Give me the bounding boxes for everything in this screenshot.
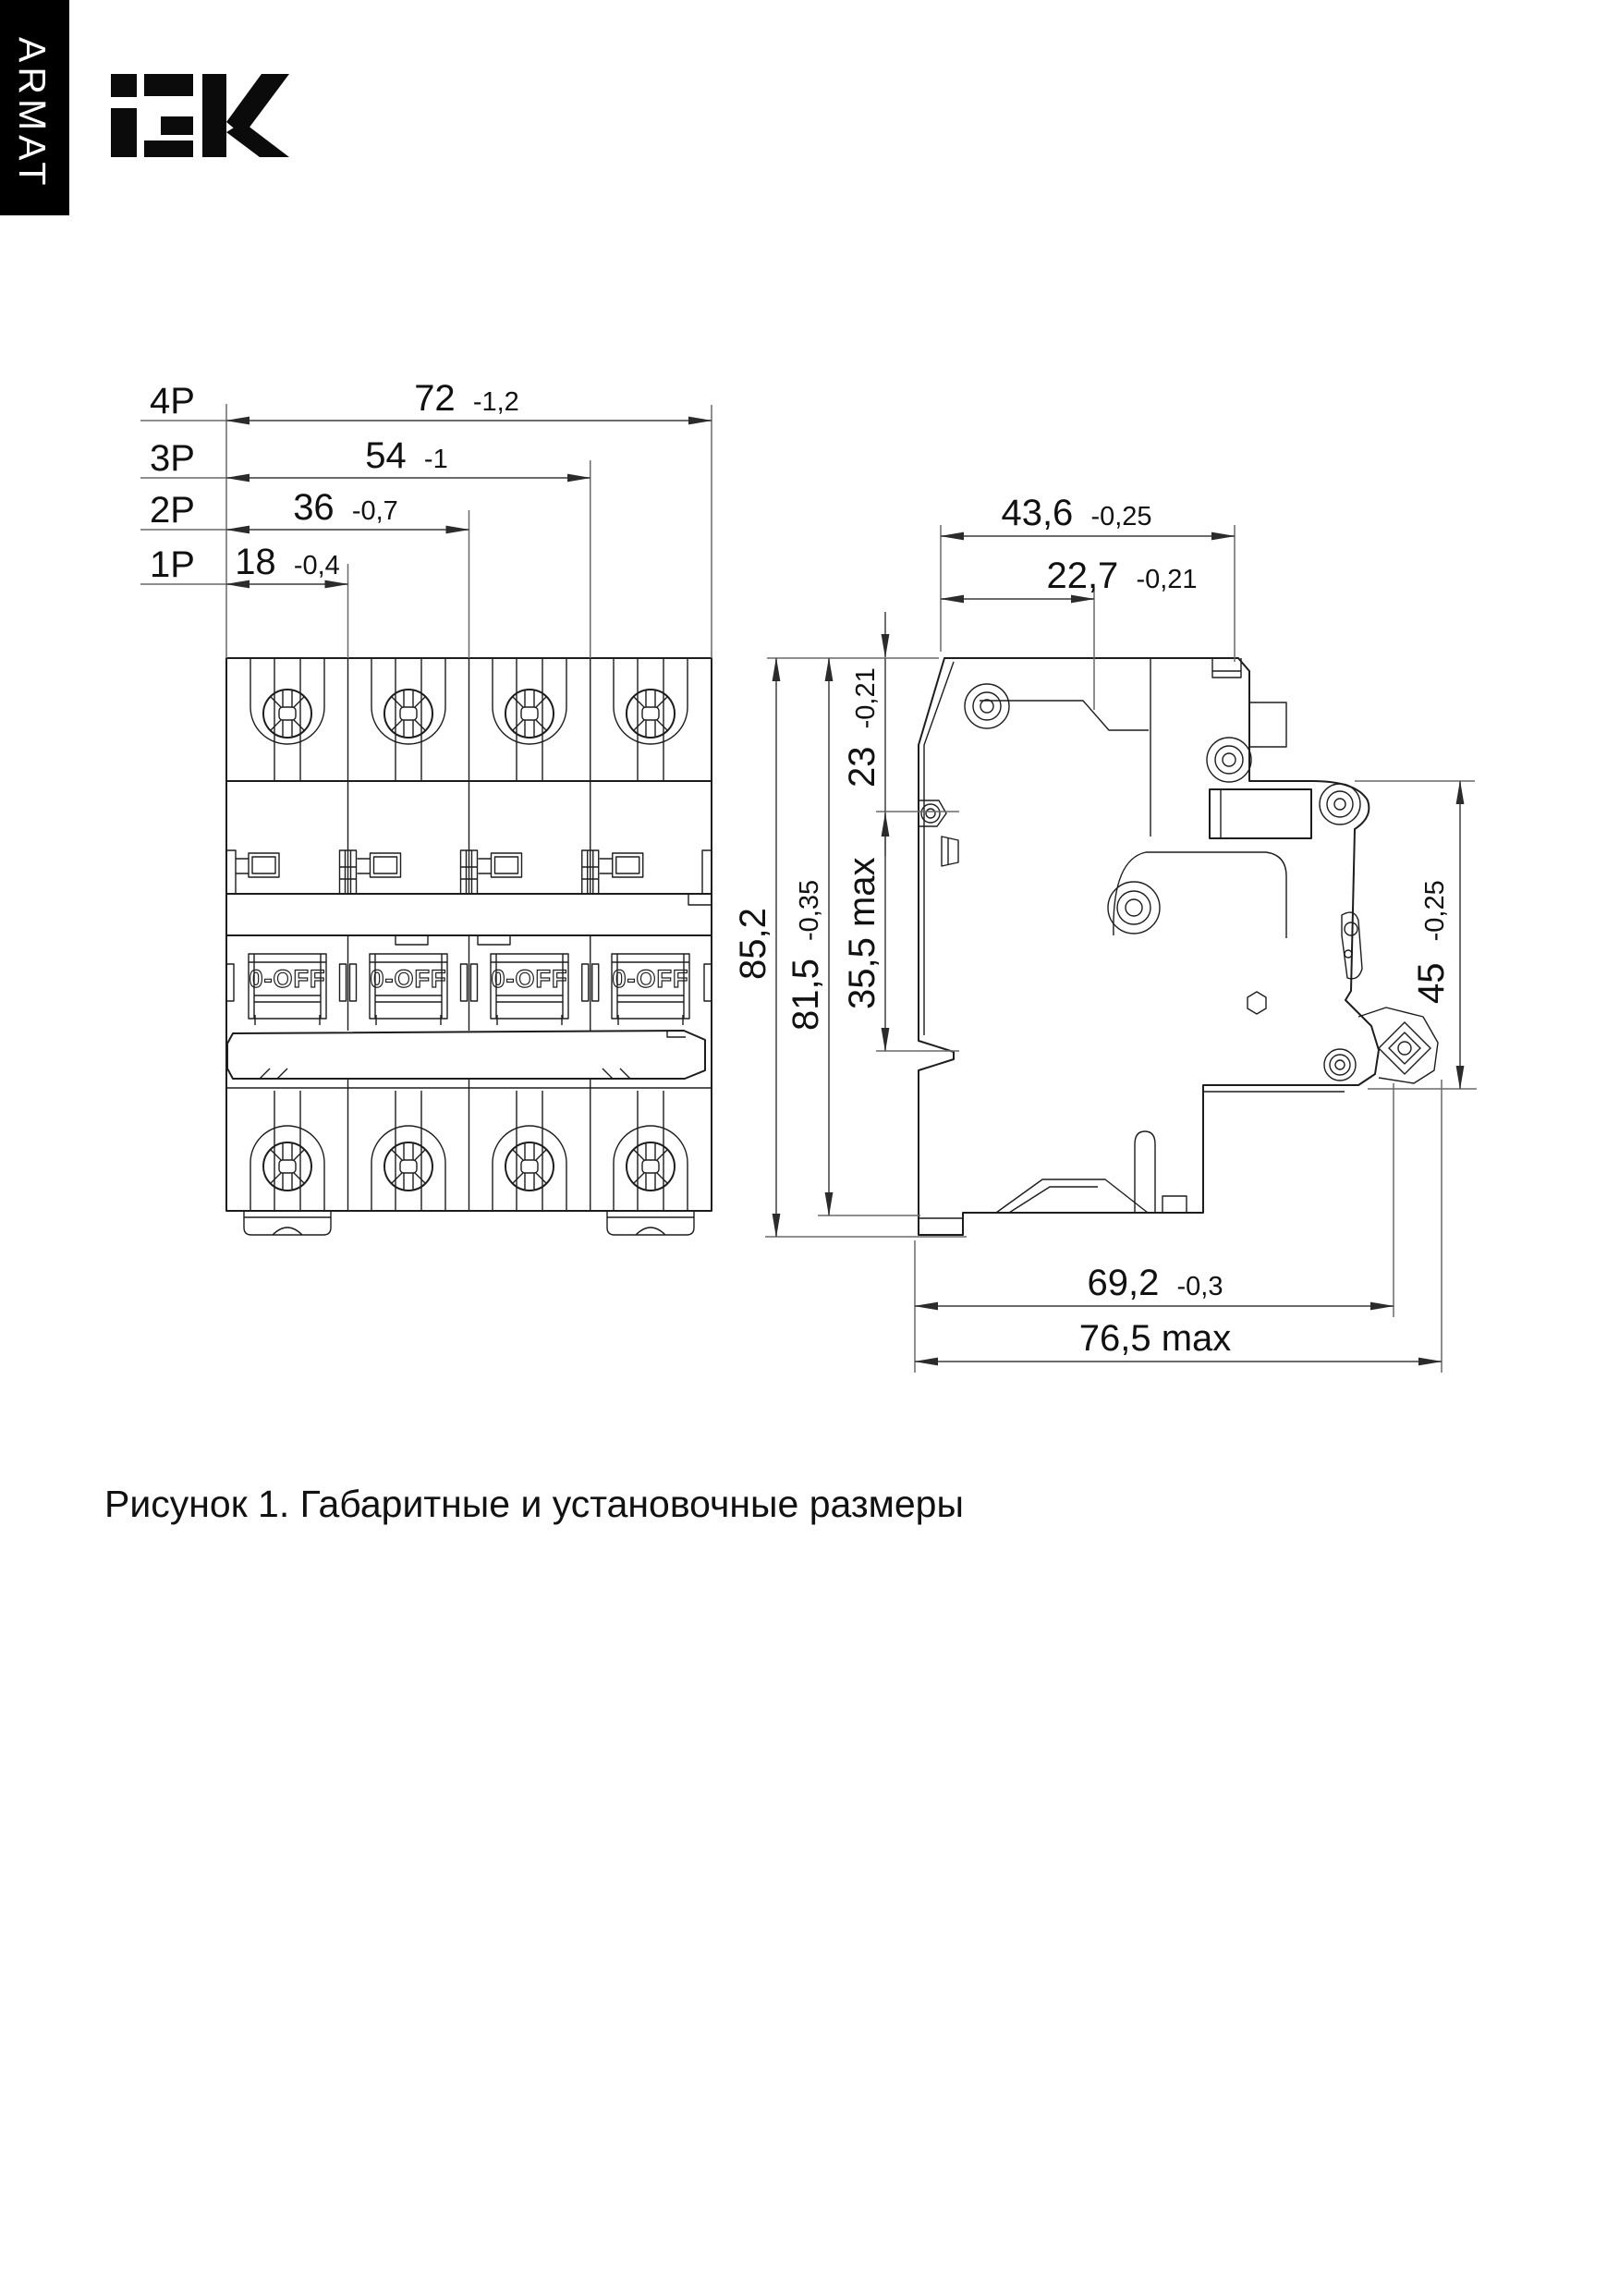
side-view-dimensions	[733, 493, 1477, 1373]
dim-depth-body	[1088, 1263, 1223, 1303]
toggle-label: 0-OFF	[491, 965, 568, 993]
pole-label-4p: 4P	[150, 381, 195, 421]
dim-value: 72	[414, 378, 456, 419]
pole-label-1p: 1P	[150, 544, 195, 585]
dim-tolerance: -0,21	[851, 667, 881, 729]
dim-tolerance: -0,7	[351, 496, 398, 526]
din-latch-screw	[1358, 1008, 1438, 1083]
product-line-bar	[0, 0, 69, 215]
dim-tolerance: -0,35	[795, 879, 824, 942]
mounting-feet	[244, 1211, 694, 1235]
dim-din-zone-height	[842, 857, 883, 1009]
dim-value: 54	[365, 435, 407, 476]
rocker-bar	[227, 1031, 705, 1079]
side-view-drawing	[919, 658, 1438, 1235]
dim-value: 69,2	[1087, 1263, 1160, 1303]
dim-height-body	[785, 880, 826, 1031]
product-line-label: ARMAT	[11, 37, 54, 190]
dim-width-2p	[293, 487, 398, 528]
dim-value: 23	[842, 746, 883, 788]
toggle-label: 0-OFF	[612, 965, 689, 993]
dim-tolerance: -0,25	[1420, 880, 1450, 942]
dim-width-1p	[235, 542, 340, 582]
toggle-label: 0-OFF	[370, 965, 447, 993]
dim-value: 18	[235, 542, 276, 582]
front-view-drawing	[226, 658, 712, 1235]
figure-caption: Рисунок 1. Габаритные и установочные размеры	[104, 1483, 964, 1525]
dim-width-4p	[414, 378, 519, 419]
dim-width-3p	[365, 435, 447, 476]
dim-din-top-offset	[842, 667, 883, 788]
dim-tolerance: -0,3	[1176, 1272, 1223, 1301]
dim-height-overall	[733, 908, 773, 980]
pole-label-2p: 2P	[150, 490, 195, 531]
front-view-dimensions	[140, 378, 712, 658]
dim-tolerance: -1,2	[472, 387, 519, 417]
dim-width-top	[1001, 493, 1151, 533]
dim-width-terminals	[1046, 556, 1197, 596]
dim-value: 85,2	[733, 908, 773, 980]
pole-label-3p: 3P	[150, 438, 195, 479]
dim-value: 81,5	[785, 959, 826, 1031]
dim-value: 35,5 max	[842, 857, 883, 1009]
iek-logo	[111, 74, 289, 157]
dim-depth-overall	[1079, 1318, 1232, 1359]
dim-value: 76,5 max	[1078, 1318, 1232, 1359]
dim-tolerance: -0,4	[293, 551, 340, 580]
dim-value: 45	[1411, 962, 1452, 1004]
dim-depth-din	[1411, 880, 1452, 1004]
dim-tolerance: -0,21	[1136, 565, 1198, 594]
dim-tolerance: -0,25	[1090, 502, 1152, 531]
dim-value: 36	[293, 487, 335, 528]
toggle-label: 0-OFF	[249, 965, 326, 993]
dim-value: 22,7	[1046, 556, 1119, 596]
dim-value: 43,6	[1001, 493, 1074, 533]
dim-tolerance: -1	[423, 445, 448, 474]
